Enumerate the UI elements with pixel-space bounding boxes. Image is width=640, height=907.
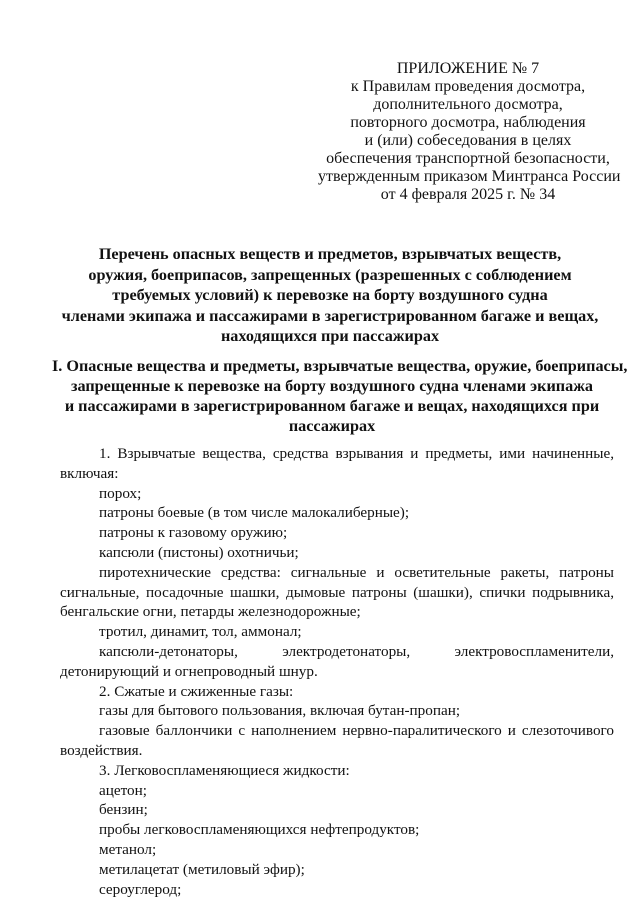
section-heading-line: запрещенные к перевозке на борту воздушного судна членами экипажа — [70, 377, 594, 395]
list-item: сероуглерод; — [99, 880, 182, 898]
title-line: находящихся при пассажирах — [220, 327, 440, 345]
section-heading-line: и пассажирами в зарегистрированном багаже и вещах, находящихся при — [64, 397, 600, 415]
list-item: газы для бытового пользования, включая бутан-пропан; — [99, 702, 461, 720]
list-item: тротил, динамит, тол, аммонал; — [99, 623, 302, 641]
list-item: бензин; — [99, 801, 148, 819]
paragraph-first-line: капсюли-детонаторы, электродетонаторы, электровоспламенители, — [99, 642, 614, 660]
annex-line: дополнительного досмотра, — [373, 96, 563, 113]
list-item: капсюли (пистоны) охотничьи; — [99, 543, 299, 561]
list-item: метанол; — [99, 840, 157, 858]
section-heading-line: пассажирах — [288, 417, 376, 435]
body-paragraph: газовые баллончики с наполнением нервно-паралитического и слезоточивого воздействия. — [60, 722, 614, 759]
title-line: Перечень опасных веществ и предметов, взрывчатых веществ, — [98, 245, 562, 263]
section-heading-line: I. Опасные вещества и предметы, взрывчатые вещества, оружие, боеприпасы, — [52, 357, 628, 375]
body-paragraph: пиротехнические средства: сигнальные и осветительные ракеты, патроны сигнальные, посадочные шашки, дымовые патроны (шашки), спички подрывника, бенгальские огни, петарды железнодорожные; — [60, 563, 614, 621]
annex-title: ПРИЛОЖЕНИЕ № 7 — [396, 60, 540, 77]
section-heading — [52, 356, 628, 436]
annex-line: повторного досмотра, наблюдения — [350, 114, 586, 131]
list-item: патроны к газовому оружию; — [99, 524, 288, 542]
annex-line: к Правилам проведения досмотра, — [350, 78, 586, 95]
annex-header — [318, 60, 621, 204]
title-line: оружия, боеприпасов, запрещенных (разрешенных с соблюдением — [88, 265, 572, 284]
annex-line: утвержденным приказом Минтранса России — [318, 168, 621, 185]
body-paragraph: 1. Взрывчатые вещества, средства взрывания и предметы, ими начиненные, включая: — [60, 445, 614, 482]
list-item: 3. Легковоспламеняющиеся жидкости: — [99, 761, 350, 779]
list-item: пробы легковоспламеняющихся нефтепродуктов; — [99, 821, 420, 839]
document-title — [60, 244, 600, 347]
list-item: порох; — [99, 484, 142, 502]
paragraph-continuation: детонирующий и огнепроводный шнур. — [60, 662, 318, 680]
list-item: 2. Сжатые и сжиженные газы: — [99, 682, 294, 700]
annex-line: обеспечения транспортной безопасности, — [326, 150, 610, 167]
title-line: членами экипажа и пассажирами в зарегистрированном багаже и вещах, — [61, 306, 599, 325]
body-paragraph — [60, 642, 614, 682]
annex-line: и (или) собеседования в целях — [364, 132, 572, 149]
document-body — [60, 444, 614, 899]
list-item: ацетон; — [99, 781, 147, 799]
title-line: требуемых условий) к перевозке на борту воздушного судна — [112, 286, 548, 304]
list-item: метилацетат (метиловый эфир); — [99, 860, 305, 878]
list-item: патроны боевые (в том числе малокалиберные); — [99, 504, 410, 522]
annex-line: от 4 февраля 2025 г. № 34 — [380, 186, 556, 203]
